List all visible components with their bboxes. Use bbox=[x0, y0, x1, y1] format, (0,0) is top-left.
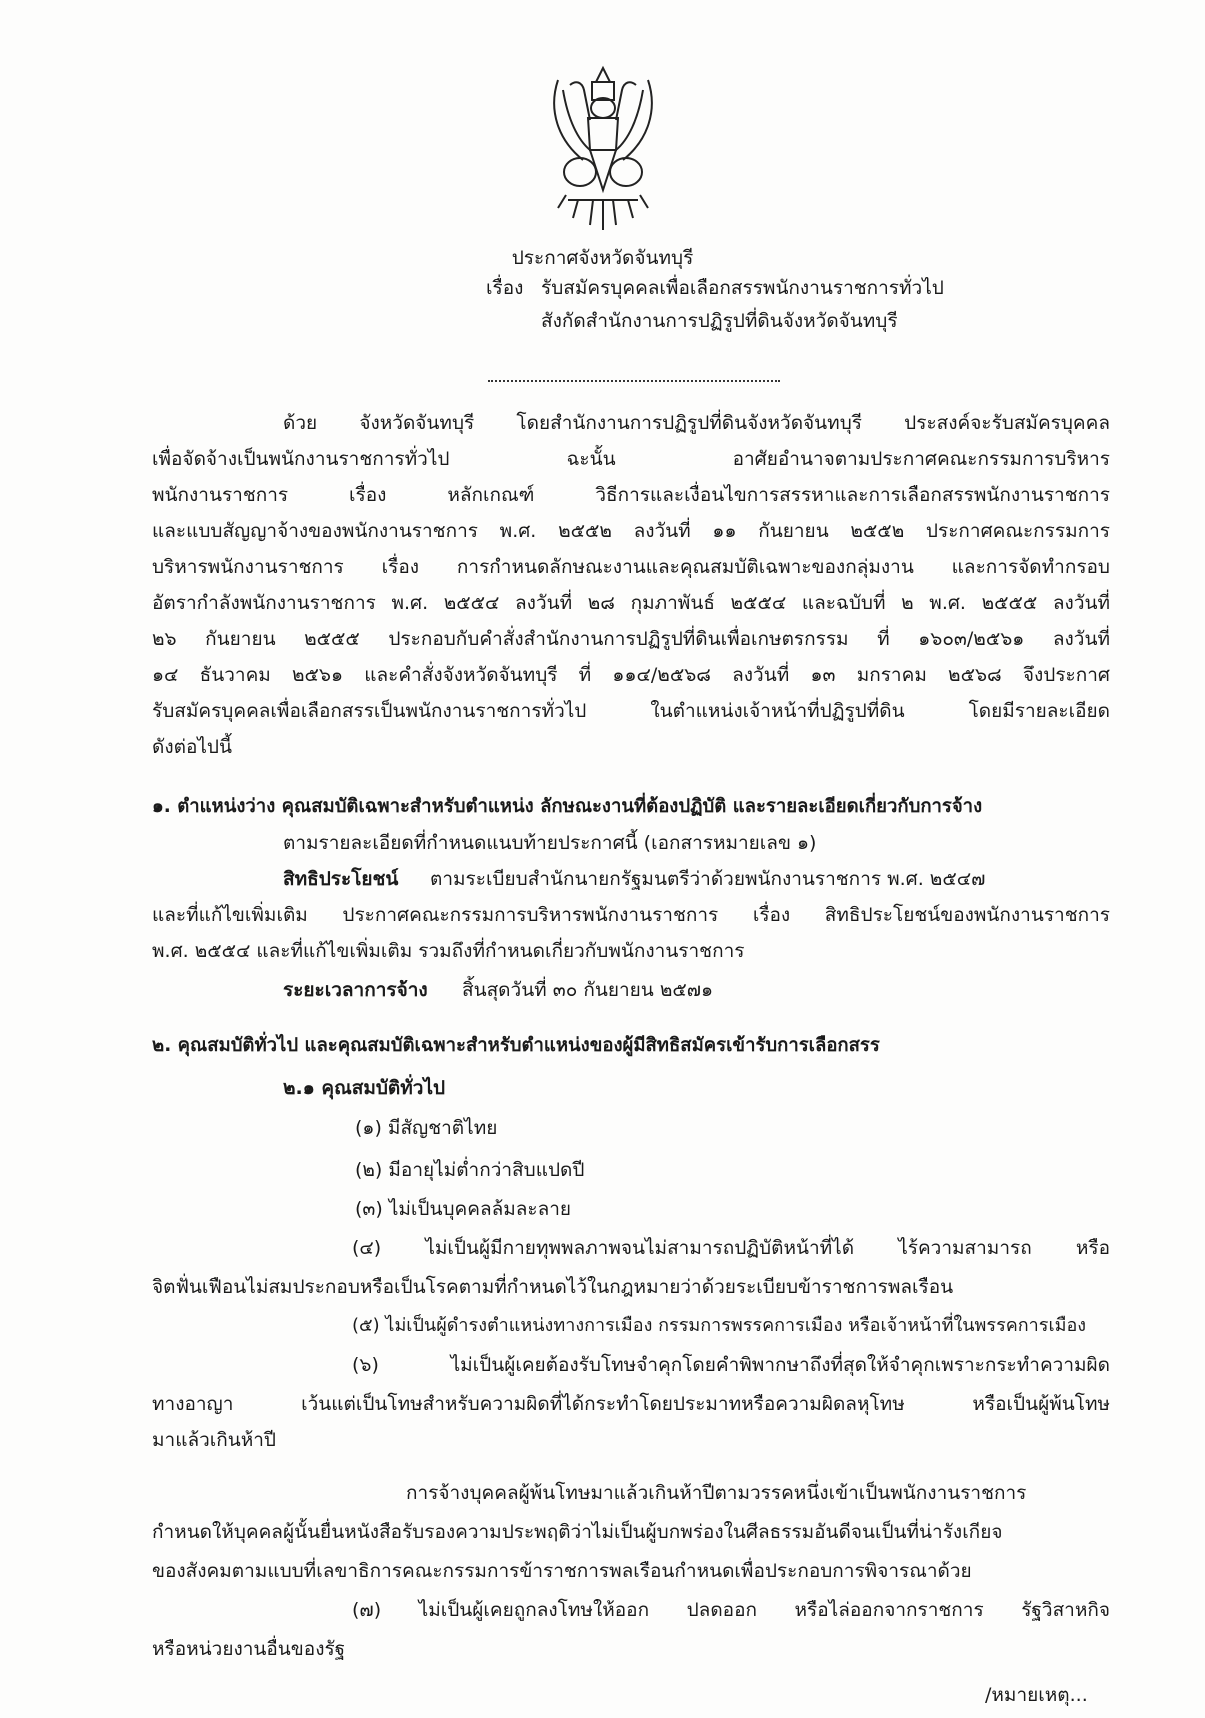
intro-line-5: บริหารพนักงานราชการ เรื่อง การกำหนดลักษณะงานและคุณสมบัติเฉพาะของกลุ่มงาน และการจัดทำกรอบ bbox=[152, 556, 1110, 578]
qualification-item-3: (๓) ไม่เป็นบุคคลล้มละลาย bbox=[355, 1198, 572, 1220]
intro-line-9: รับสมัครบุคคลเพื่อเลือกสรรเป็นพนักงานราชการทั่วไป ในตำแหน่งเจ้าหน้าที่ปฏิรูปที่ดิน โดยมีรายละเอียด bbox=[152, 700, 1110, 722]
intro-line-3: พนักงานราชการ เรื่อง หลักเกณฑ์ วิธีการและเงื่อนไขการสรรหาและการเลือกสรรพนักงานราชการ bbox=[152, 484, 1110, 506]
section-2-1-heading: ๒.๑ คุณสมบัติทั่วไป bbox=[283, 1077, 446, 1099]
benefits-line-1: ตามระเบียบสำนักนายกรัฐมนตรีว่าด้วยพนักงานราชการ พ.ศ. ๒๕๔๗ bbox=[430, 868, 986, 890]
note-line-1: การจ้างบุคคลผู้พ้นโทษมาแล้วเกินห้าปีตามวรรคหนึ่งเข้าเป็นพนักงานราชการ bbox=[406, 1482, 1027, 1504]
benefits-line-2: และที่แก้ไขเพิ่มเติม ประกาศคณะกรรมการบริหารพนักงานราชการ เรื่อง สิทธิประโยชน์ของพนักงานราชการ bbox=[152, 904, 1110, 926]
benefits-line-3: พ.ศ. ๒๕๕๔ และที่แก้ไขเพิ่มเติม รวมถึงที่กำหนดเกี่ยวกับพนักงานราชการ bbox=[152, 940, 745, 962]
intro-line-8: ๑๔ ธันวาคม ๒๕๖๑ และคำสั่งจังหวัดจันทบุรี ที่ ๑๑๔/๒๕๖๘ ลงวันที่ ๑๓ มกราคม ๒๕๖๘ จึงประกาศ bbox=[152, 664, 1110, 686]
continuation-marker: /หมายเหตุ... bbox=[985, 1684, 1088, 1706]
note-line-3: ของสังคมตามแบบที่เลขาธิการคณะกรรมการข้าราชการพลเรือนกำหนดเพื่อประกอบการพิจารณาด้วย bbox=[152, 1560, 972, 1582]
intro-line-4: และแบบสัญญาจ้างของพนักงานราชการ พ.ศ. ๒๕๕๒ ลงวันที่ ๑๑ กันยายน ๒๕๕๒ ประกาศคณะกรรมการ bbox=[152, 520, 1110, 542]
subject-line-2: สังกัดสำนักงานการปฏิรูปที่ดินจังหวัดจันทบุรี bbox=[541, 310, 898, 332]
qualification-item-6-line-1: (๖) ไม่เป็นผู้เคยต้องรับโทษจำคุกโดยคำพิพากษาถึงที่สุดให้จำคุกเพราะกระทำความผิด bbox=[352, 1354, 1110, 1376]
qualification-item-1: (๑) มีสัญชาติไทย bbox=[355, 1117, 498, 1139]
section-1-detail: ตามรายละเอียดที่กำหนดแนบท้ายประกาศนี้ (เอกสารหมายเลข ๑) bbox=[283, 832, 817, 854]
intro-line-7: ๒๖ กันยายน ๒๕๕๕ ประกอบกับคำสั่งสำนักงานการปฏิรูปที่ดินเพื่อเกษตรกรรม ที่ ๑๖๐๓/๒๕๖๑ ลงวันที่ bbox=[152, 628, 1110, 650]
section-1-heading: ๑. ตำแหน่งว่าง คุณสมบัติเฉพาะสำหรับตำแหน่ง ลักษณะงานที่ต้องปฏิบัติ และรายละเอียดเกี่ยวกับการจ้าง bbox=[152, 796, 983, 817]
intro-line-6: อัตรากำลังพนักงานราชการ พ.ศ. ๒๕๕๔ ลงวันที่ ๒๘ กุมภาพันธ์ ๒๕๕๔ และฉบับที่ ๒ พ.ศ. ๒๕๕๕ ลงวันที่ bbox=[152, 592, 1110, 614]
garuda-emblem-icon bbox=[538, 60, 668, 240]
document-title: ประกาศจังหวัดจันทบุรี bbox=[511, 247, 694, 269]
intro-line-1: ด้วย จังหวัดจันทบุรี โดยสำนักงานการปฏิรูปที่ดินจังหวัดจันทบุรี ประสงค์จะรับสมัครบุคคล bbox=[283, 412, 1110, 434]
qualification-item-7-line-2: หรือหน่วยงานอื่นของรัฐ bbox=[152, 1638, 346, 1660]
employment-period-value: สิ้นสุดวันที่ ๓๐ กันยายน ๒๕๗๑ bbox=[462, 979, 714, 1001]
section-2-heading: ๒. คุณสมบัติทั่วไป และคุณสมบัติเฉพาะสำหรับตำแหน่งของผู้มีสิทธิสมัครเข้ารับการเลือกสรร bbox=[152, 1035, 880, 1056]
note-line-2: กำหนดให้บุคคลผู้นั้นยื่นหนังสือรับรองความประพฤติว่าไม่เป็นผู้บกพร่องในศีลธรรมอันดีจนเป็นที่น่ารังเกียจ bbox=[152, 1521, 1003, 1543]
intro-line-2: เพื่อจัดจ้างเป็นพนักงานราชการทั่วไป ฉะนั้น อาศัยอำนาจตามประกาศคณะกรรมการบริหาร bbox=[152, 448, 1110, 470]
qualification-item-4-line-2: จิตฟั่นเฟือนไม่สมประกอบหรือเป็นโรคตามที่กำหนดไว้ในกฎหมายว่าด้วยระเบียบข้าราชการพลเรือน bbox=[152, 1276, 954, 1298]
qualification-item-2: (๒) มีอายุไม่ต่ำกว่าสิบแปดปี bbox=[355, 1159, 585, 1181]
qualification-item-5: (๕) ไม่เป็นผู้ดำรงตำแหน่งทางการเมือง กรรมการพรรคการเมือง หรือเจ้าหน้าที่ในพรรคการเมือง bbox=[352, 1315, 1087, 1336]
subject-label: เรื่อง bbox=[486, 277, 524, 299]
qualification-item-6-line-2: ทางอาญา เว้นแต่เป็นโทษสำหรับความผิดที่ได้กระทำโดยประมาทหรือความผิดลหุโทษ หรือเป็นผู้พ้นโทษ bbox=[152, 1393, 1110, 1415]
intro-line-10: ดังต่อไปนี้ bbox=[152, 736, 232, 758]
qualification-item-6-line-3: มาแล้วเกินห้าปี bbox=[152, 1429, 276, 1451]
qualification-item-7-line-1: (๗) ไม่เป็นผู้เคยถูกลงโทษให้ออก ปลดออก หรือไล่ออกจากราชการ รัฐวิสาหกิจ bbox=[352, 1599, 1110, 1621]
subject-line-1: รับสมัครบุคคลเพื่อเลือกสรรพนักงานราชการทั่วไป bbox=[541, 277, 944, 299]
employment-period-label: ระยะเวลาการจ้าง bbox=[283, 979, 428, 1001]
benefits-label: สิทธิประโยชน์ bbox=[283, 868, 399, 890]
separator-dotted-line bbox=[488, 380, 780, 382]
qualification-item-4-line-1: (๔) ไม่เป็นผู้มีกายทุพพลภาพจนไม่สามารถปฏิบัติหน้าที่ได้ ไร้ความสามารถ หรือ bbox=[352, 1237, 1110, 1259]
